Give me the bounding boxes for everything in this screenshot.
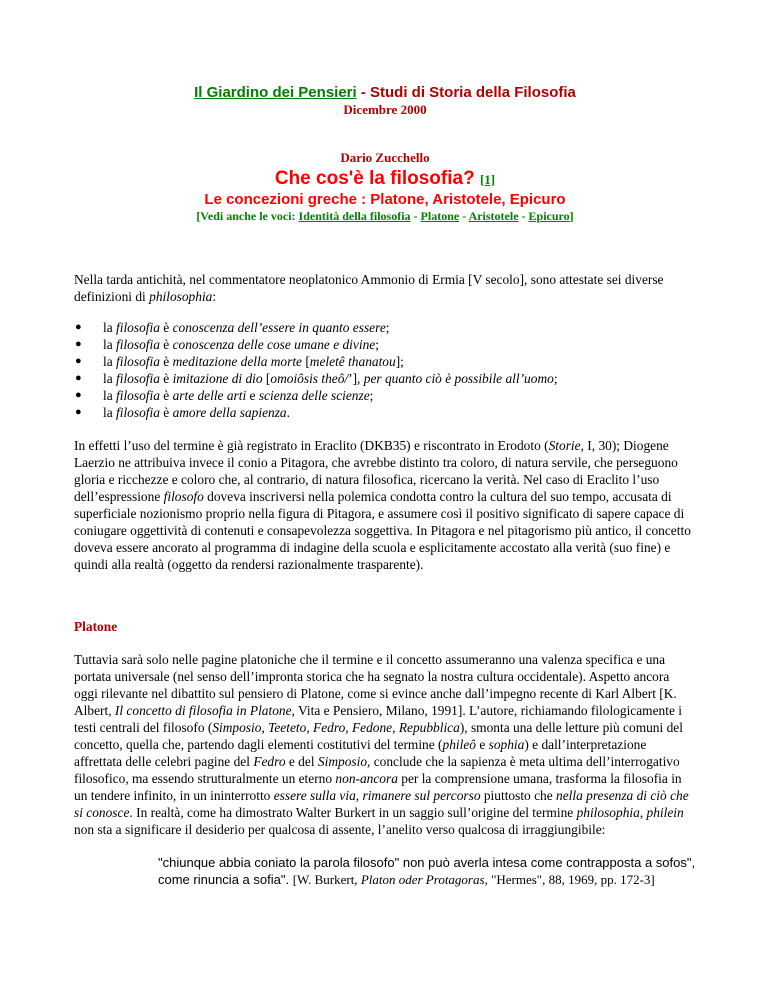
footnote-link[interactable]: [1] [479, 172, 496, 187]
text-italic: Repubblica [398, 720, 460, 735]
text-italic: imitazione di dio [172, 371, 263, 386]
text: la [103, 354, 117, 369]
text: Nella tarda antichità, nel commentatore neoplatonico Ammonio di Ermia [V secolo], sono attestate sei diverse definizioni di [74, 272, 664, 304]
text-italic: filosofia [116, 405, 160, 420]
text-italic: sophia [488, 737, 525, 752]
text-italic: Fedone [351, 720, 393, 735]
text: ]; [395, 354, 404, 369]
text: è [159, 320, 173, 335]
text: , [261, 720, 269, 735]
text-italic: filosofia [116, 371, 160, 386]
site-section: Studi di Storia della Filosofia [370, 84, 576, 101]
text: , I, 30); Diogene Laerzio ne attribuiva invece il conio a Pitagora, che avrebbe distinto tra coloro, di natura servile, che perseguono gloria e ricchezze e coloro che, al contrario, di natura filosofica, ricercano la verità. Nel caso di Eraclito l’uso dell’espressione [74, 438, 678, 504]
section-heading-platone: Platone [74, 619, 118, 634]
site-separator: - [356, 84, 371, 101]
bullet-icon: ● [75, 355, 82, 367]
text-italic: meditazione della morte [172, 354, 302, 369]
text-italic: philosophia [576, 805, 640, 820]
text-italic: nella presenza di ciò che si conosce [74, 788, 689, 820]
text: [ [262, 371, 271, 386]
site-line [74, 84, 696, 102]
text: la [103, 405, 117, 420]
text: . In realtà, come ha dimostrato Walter Burkert in un saggio sull’origine del termine [129, 805, 577, 820]
text-italic: rimanere sul percorso [362, 788, 481, 803]
bullet-icon: ● [75, 372, 82, 384]
text: ; [553, 371, 558, 386]
author-name: Dario Zucchello [340, 150, 430, 165]
text: ; [385, 320, 390, 335]
site-home-link[interactable]: Il Giardino dei Pensieri [194, 84, 357, 101]
text-italic: omoiôsis theô/ [270, 371, 349, 386]
text: e del [285, 754, 318, 769]
text-italic: Teeteto [268, 720, 307, 735]
text: è [159, 337, 173, 352]
text: . [286, 405, 290, 420]
see-also-link-platone[interactable]: Platone [420, 209, 460, 223]
text: e [475, 737, 489, 752]
bullet-icon: ● [75, 321, 82, 333]
bullet-icon: ● [75, 406, 82, 418]
list-item [75, 370, 696, 387]
text-italic: conoscenza delle cose umane e divine [172, 337, 376, 352]
text-italic: phileô [442, 737, 476, 752]
list-item [75, 319, 696, 336]
text: , [392, 720, 399, 735]
article-title-line [74, 168, 696, 191]
text: , conclude che la sapienza è meta ultima dell’interrogativo filosofico, ma essendo strutturalmente un eterno [74, 754, 680, 786]
text: , [355, 788, 363, 803]
see-also-suffix: ] [569, 209, 574, 223]
text: [W. Burkert, [292, 872, 361, 887]
article-subtitle: Le concezioni greche : Platone, Aristotele, Epicuro [204, 191, 566, 208]
eraclito-paragraph [74, 437, 696, 573]
text: la [103, 371, 117, 386]
issue-date: Dicembre 2000 [343, 102, 427, 117]
text: è [159, 354, 173, 369]
see-also-prefix: [Vedi anche le voci: [196, 209, 299, 223]
text: non sta a significare il desiderio per qualcosa di assente, l’anelito verso qualcosa di irraggiungibile: [74, 822, 606, 837]
text: ), smonta una delle letture più comuni del concetto, quella che, partendo dagli elementi costitutivi del termine ( [74, 720, 683, 752]
text-italic: filosofo [163, 489, 204, 504]
text: ; [375, 337, 379, 352]
text: è [159, 388, 173, 403]
text-italic: filosofia [116, 388, 160, 403]
text: e [246, 388, 259, 403]
definitions-list [74, 319, 696, 421]
text-italic: filosofia [116, 337, 160, 352]
text-italic: scienza delle scienze [258, 388, 370, 403]
list-item [75, 353, 696, 370]
text: "chiunque abbia coniato la parola filosofo" non può averla intesa come contrapposta a sofos", come rinuncia a sofia". [158, 855, 696, 887]
see-also: [Vedi anche le voci: Identità della filosofia - Platone - Aristotele - Epicuro] [196, 209, 574, 223]
text: è [159, 405, 173, 420]
text: doveva inscriversi nella polemica condotta contro la cultura del suo tempo, accusata di superficiale nozionismo proprio nella figura di Pitagora, e assumere così il positivo significato di sapere capace di coniugare oggettività di contenuti e consapevolezza soggettiva. In Pitagora e nel pitagorismo più antico, il concetto doveva essere ancorato al programma di indagine della scuola e esplicitamente accostato alla verità (suo fine) e quindi alla realtà (oggetto da rendersi razionalmente trasparente). [74, 489, 691, 572]
list-item [75, 336, 696, 353]
bullet-icon: ● [75, 338, 82, 350]
list-item [75, 387, 696, 404]
text-italic: Fedro [253, 754, 286, 769]
text-italic: filosofia [116, 320, 160, 335]
bullet-icon: ● [75, 389, 82, 401]
text-italic: Il concetto di filosofia in Platone [114, 703, 292, 718]
text-italic: amore della sapienza [172, 405, 287, 420]
text-italic: non-ancora [335, 771, 398, 786]
text-italic: Storie [548, 438, 581, 453]
list-item [75, 404, 696, 421]
text-italic: meletê thanatou [309, 354, 396, 369]
text-italic: essere sulla via [273, 788, 356, 803]
text: la [103, 388, 117, 403]
text: ) e dall’interpretazione affrettata delle celebri pagine del [74, 737, 647, 769]
platone-paragraph [74, 651, 696, 838]
text-italic: arte delle arti [172, 388, 247, 403]
text-italic: philosophia [149, 289, 213, 304]
text-italic: Fedro [313, 720, 346, 735]
see-also-link-identita[interactable]: Identità della filosofia [298, 209, 411, 223]
text: , [345, 720, 352, 735]
text-italic: per quanto ciò è possibile all’uomo [363, 371, 554, 386]
text: è [159, 371, 173, 386]
text: In effetti l’uso del termine è già registrato in Eraclito (DKB35) e riscontrato in Erodoto ( [74, 438, 549, 453]
text-italic: Simposio [212, 720, 262, 735]
see-also-link-aristotele[interactable]: Aristotele [468, 209, 519, 223]
text: : [212, 289, 217, 304]
text: ’], [348, 371, 364, 386]
text: Tuttavia sarà solo nelle pagine platoniche che il termine e il concetto assumeranno una valenza specifica e una portata universale (nel senso dell’impronta storica che ha segnato la nostra cultura occidentale). Aspetto ancora oggi rilevante nel dibattito sul pensiero di Platone, come si evince anche dall’impegno recente di Karl Albert [K. Albert, [74, 652, 677, 718]
text-italic: philein [646, 805, 684, 820]
text-italic: Simposio [317, 754, 368, 769]
text: ; [369, 388, 374, 403]
text: , "Hermes", 88, 1969, pp. 172-3] [484, 872, 655, 887]
header [74, 0, 696, 118]
text: la [103, 320, 117, 335]
text: [ [301, 354, 310, 369]
text: la [103, 337, 117, 352]
text: , [306, 720, 314, 735]
text-italic: conoscenza dell’essere in quanto essere [172, 320, 386, 335]
article-heading [74, 150, 696, 224]
text: , Vita e Pensiero, Milano, 1991]. L’autore, richiamando filologicamente i testi centrali del filosofo ( [74, 703, 682, 735]
text: per la comprensione umana, trasforma la filosofia in un tendere infinito, in un ininterrotto [74, 771, 682, 803]
text: piuttosto che [480, 788, 557, 803]
burkert-quote [158, 854, 696, 888]
article-title: Che cos'è la filosofia? [274, 168, 475, 189]
text: , [639, 805, 647, 820]
text-italic: Platon oder Protagoras [360, 872, 485, 887]
see-also-link-epicuro[interactable]: Epicuro [528, 209, 570, 223]
article-body [74, 271, 696, 888]
intro-paragraph [74, 271, 696, 305]
text-italic: filosofia [116, 354, 160, 369]
